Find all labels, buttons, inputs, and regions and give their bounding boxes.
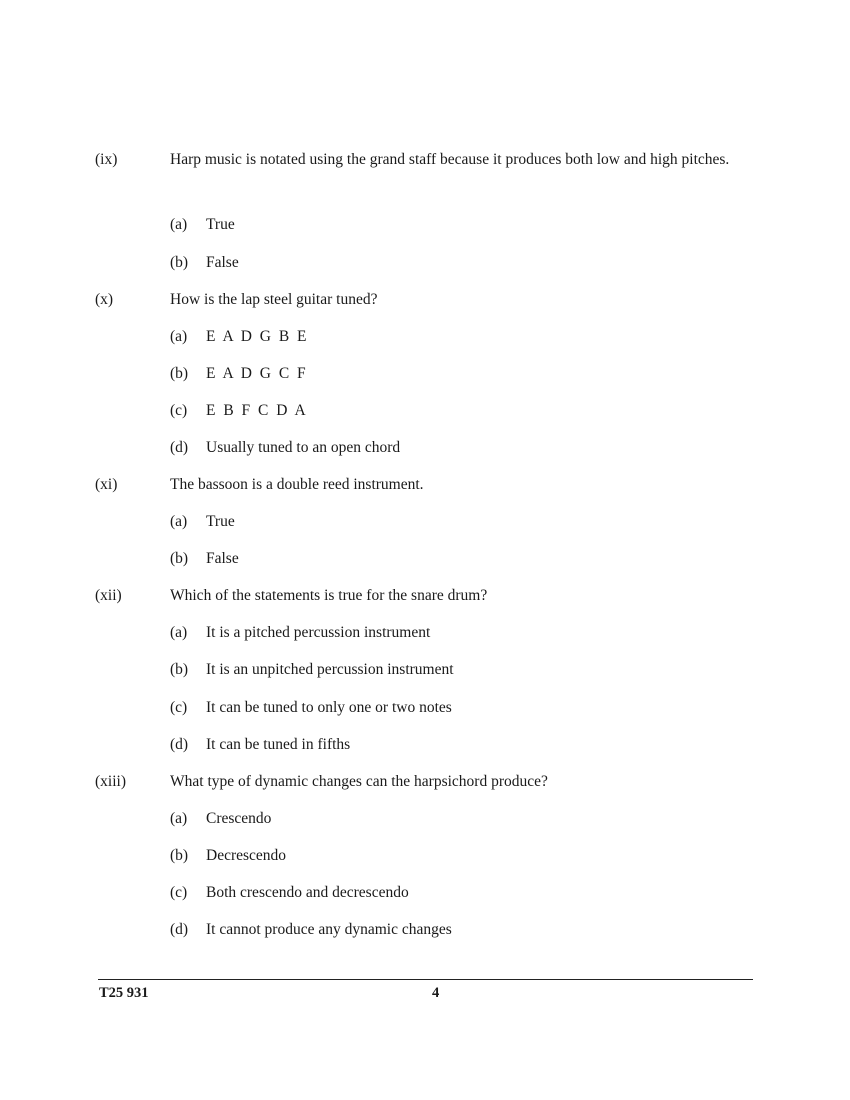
option-text: Decrescendo [206, 847, 287, 864]
option-letter: (b) [170, 365, 189, 382]
question-text: The bassoon is a double reed instrument. [170, 476, 424, 493]
question-text: How is the lap steel guitar tuned? [170, 291, 378, 308]
question-text: Harp music is notated using the grand staff because it produces both low and high pitches. [170, 151, 730, 168]
option-text: It can be tuned to only one or two notes [206, 699, 452, 716]
option-text: False [206, 254, 239, 271]
question-number: (ix) [95, 151, 118, 168]
question-text: What type of dynamic changes can the harpsichord produce? [170, 773, 548, 790]
option-letter: (c) [170, 402, 188, 419]
question-number: (xii) [95, 587, 122, 604]
option-letter: (a) [170, 216, 188, 233]
option-text: It is an unpitched percussion instrument [206, 661, 454, 678]
option-text: True [206, 216, 235, 233]
option-text: E A D G C F [206, 365, 308, 382]
question-text: Which of the statements is true for the snare drum? [170, 587, 488, 604]
option-letter: (d) [170, 921, 189, 938]
option-letter: (d) [170, 439, 189, 456]
option-letter: (c) [170, 884, 188, 901]
option-text: E B F C D A [206, 402, 308, 419]
question-number: (xi) [95, 476, 118, 493]
option-text: It cannot produce any dynamic changes [206, 921, 452, 938]
option-letter: (a) [170, 810, 188, 827]
option-text: Both crescendo and decrescendo [206, 884, 409, 901]
option-letter: (b) [170, 847, 189, 864]
paper-code: T25 931 [99, 985, 149, 1001]
option-letter: (c) [170, 699, 188, 716]
option-letter: (a) [170, 328, 188, 345]
option-letter: (d) [170, 736, 189, 753]
footer-divider [98, 979, 753, 980]
option-text: E A D G B E [206, 328, 309, 345]
option-letter: (b) [170, 550, 189, 567]
option-text: True [206, 513, 235, 530]
option-text: It can be tuned in fifths [206, 736, 351, 753]
question-number: (xiii) [95, 773, 126, 790]
option-text: Usually tuned to an open chord [206, 439, 401, 456]
option-text: It is a pitched percussion instrument [206, 624, 431, 641]
option-text: Crescendo [206, 810, 272, 827]
option-letter: (b) [170, 254, 189, 271]
question-number: (x) [95, 291, 114, 308]
option-letter: (a) [170, 624, 188, 641]
option-text: False [206, 550, 239, 567]
option-letter: (b) [170, 661, 189, 678]
option-letter: (a) [170, 513, 188, 530]
page-number: 4 [432, 985, 440, 1001]
